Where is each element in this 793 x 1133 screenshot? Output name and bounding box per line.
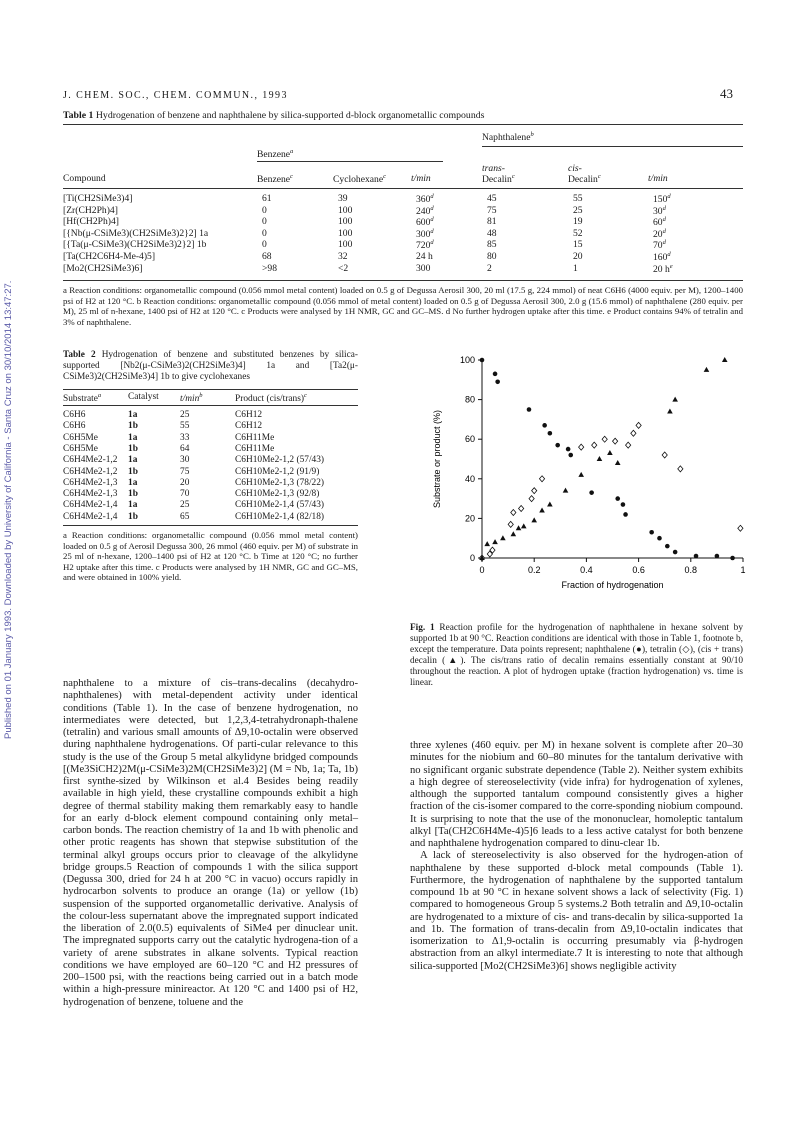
naphthalene-point (615, 496, 620, 501)
table1-value-cell: 240$^d$ (416, 204, 434, 217)
table2-substrate-cell: C6H6 (63, 410, 86, 420)
x-tick-label: 1 (740, 565, 746, 575)
table1-value-cell: 150$^d$ (653, 193, 671, 206)
table1-compound-cell: [Ta(CH2C6H4-Me-4)5] (63, 251, 156, 262)
naphthalene-point (673, 550, 678, 555)
table1-value-cell: 85 (487, 239, 497, 251)
table1-value-cell: 100 (338, 227, 353, 239)
decalin-point (563, 488, 569, 493)
table1-value-cell: 55 (573, 193, 583, 204)
table1-naphthalene-rule (482, 146, 743, 147)
table1-footnote: a Reaction conditions: organometallic compound (0.056 mmol metal content) loaded on 0.5 g of Degussa Aerosil 300, 20 ml (17.5 g, 224 mmol) of neat C6H6 (4000 equiv. per M), 1200–1400 psi of H2 at 120 °C. b Reaction conditions: organometallic compound (0.056 mmol of metal content) loaded on 0.5 g of Degussa Aerosil 300, 2.0 g (15.6 mmol) of naphthalene (280 equiv. per M), 25 ml of n-hexane, 1400 psi of H2 at 120 °C. c Products were analysed by 1H NMR, GC and GC–MS. d No further hydrogen uptake after this time. e Product contains 94% of tetralin and 3% of naphthalene. (63, 285, 743, 327)
table1-compound-cell: [Zr(CH2Ph)4] (63, 204, 118, 216)
x-axis-title: Fraction of hydrogenation (561, 580, 664, 590)
y-tick-label: 0 (469, 553, 475, 563)
table2-footnote: a Reaction conditions: organometallic compound (0.056 mmol metal content) loaded on 0.5 g of Aerosil Degussa 300, 26 mmol (460 equiv. per M) of substrate in 25 ml of n-hexane, 1200–1400 psi of H2 at 120 °C. b Time at 120 °C; no further H2 uptake after this time. c Products were analysed by 1H NMR, GC and GC–MS, and were obtained in 100% yield. (63, 530, 358, 583)
table1-column-header: t/min (648, 173, 668, 184)
table2-value-cell: C6H11Me (235, 432, 275, 443)
naphthalene-point (657, 536, 662, 541)
table1-value-cell: 0 (262, 216, 267, 228)
table2-value-cell: 65 (180, 511, 190, 522)
naphthalene-point (589, 490, 594, 495)
table1-top-rule (63, 124, 743, 125)
table1-column-header: Decalin$^c$ (568, 173, 601, 186)
table2-value-cell: 30 (180, 455, 190, 466)
table2-value-cell: C6H11Me (235, 443, 275, 454)
tetralin-point (678, 466, 683, 472)
table1-value-cell: 100 (338, 204, 353, 216)
y-axis-title: Substrate or product (%) (432, 409, 442, 509)
table2-value-cell: 25 (180, 500, 190, 511)
tetralin-point (738, 525, 743, 531)
table2-value-cell: 64 (180, 443, 190, 454)
table2-substrate-cell: C6H4Me2-1,3 (63, 477, 118, 488)
decalin-point (547, 502, 553, 507)
y-tick-label: 60 (464, 434, 475, 445)
naphthalene-point (542, 423, 547, 428)
table1-value-cell: 32 (338, 251, 348, 262)
table1-value-cell: 0 (262, 239, 267, 251)
naphthalene-point (480, 358, 485, 363)
table1-bottom-rule (63, 280, 743, 281)
body-left-column (63, 678, 358, 1009)
table1-group-naphthalene: Naphthalene$^b$ (482, 131, 534, 144)
table2-column-header: Substrate$^a$ (63, 392, 102, 405)
tetralin-point (529, 496, 534, 502)
table1-value-cell: 25 (573, 204, 583, 216)
naphthalene-point (649, 530, 654, 535)
x-tick-label: 0.2 (527, 565, 541, 575)
table1-value-cell: 720$^d$ (416, 239, 434, 252)
naphthalene-point (715, 554, 720, 559)
decalin-point (484, 541, 490, 546)
table2-substrate-cell: C6H4Me2-1,4 (63, 500, 118, 511)
table1-value-cell: 20 $h^e$ (653, 262, 673, 275)
tetralin-point (532, 488, 537, 494)
table1-value-cell: 61 (262, 193, 272, 204)
table1-value-cell: 19 (573, 216, 583, 228)
table1-value-cell: >98 (262, 262, 278, 274)
naphthalene-point (623, 512, 628, 517)
table1-caption (63, 110, 484, 121)
table2-value-cell: 1b (128, 421, 138, 432)
table1-benzene-rule (257, 161, 443, 162)
table1-column-header: Cyclohexane$^c$ (333, 173, 386, 186)
naphthalene-point (548, 431, 553, 436)
figure1-caption-text: Reaction profile for the hydrogenation of naphthalene in hexane solvent by supported 1b at 90 °C. Reaction conditions are identical with those in Table 1, footnote b, except the temperature. Data points represent; naphthalene (●), tetralin (◇), (cis + trans) decalin (▲). The cis/trans ratio of decalin remains essentially constant at 90/10 throughout the reaction. A plot of hydrogen uptake (fraction hydrogenation) vs. time is linear. (410, 623, 743, 688)
table1-value-cell: 70$^d$ (653, 239, 666, 252)
table1-value-cell: 0 (262, 204, 267, 216)
table2-value-cell: 1b (128, 511, 138, 522)
table2-substrate-cell: C6H4Me2-1,3 (63, 489, 118, 500)
table1-value-cell: 100 (338, 216, 353, 228)
table1-compound-cell: [Ti(CH2SiMe3)4] (63, 193, 133, 204)
decalin-point (511, 531, 517, 536)
table1-column-header: t/min (411, 173, 431, 184)
decalin-point (516, 525, 522, 530)
y-tick-label: 20 (464, 513, 475, 524)
naphthalene-point (495, 379, 500, 384)
table2-value-cell: C6H12 (235, 410, 263, 420)
table2-value-cell: C6H10Me2-1,3 (92/8) (235, 489, 320, 500)
tetralin-point (602, 436, 607, 442)
naphthalene-point (694, 554, 699, 559)
x-tick-label: 0 (479, 565, 485, 575)
naphthalene-point (566, 447, 571, 452)
table1-column-header: Compound (63, 173, 106, 184)
decalin-point (597, 456, 603, 461)
body-right-paragraph-1: three xylenes (460 equiv. per M) in hexane solvent is complete after 20–30 minutes for the niobium and 60–80 minutes for the tantalum derivative with no significant organic substrate dependence (Table 2). Neither system exhibits a high degree of stereoselectivity (vide infra) for hydrogenation of xylenes, although the supported tantalum compound consistently gives a higher fraction of the cis-isomer compared to the corre-sponding niobium compound. It is surprising to note that the use of the mononuclear, homoleptic tantalum alkyl [Ta(CH2C6H4Me-4)5]6 leads to a less active catalyst for both benzene and naphthalene hydrogenation compared to dinu-clear 1b. (410, 740, 743, 849)
tetralin-point (539, 476, 544, 482)
naphthalene-point (621, 502, 626, 507)
table1-value-cell: 1 (573, 262, 578, 274)
table2-header-rule (63, 405, 358, 406)
table1-value-cell: 60$^d$ (653, 216, 666, 229)
tetralin-point (579, 444, 584, 450)
table1-value-cell: 48 (487, 227, 497, 239)
table2-column-header: Catalyst (128, 392, 159, 402)
tetralin-point (592, 442, 597, 448)
table1-value-cell: 81 (487, 216, 497, 228)
table2-value-cell: 75 (180, 466, 190, 477)
table2-value-cell: 1b (128, 489, 138, 500)
table2-value-cell: C6H10Me2-1,2 (91/9) (235, 466, 320, 477)
table2-value-cell: C6H12 (235, 421, 263, 432)
decalin-point (521, 523, 527, 528)
table2-value-cell: C6H10Me2-1,4 (57/43) (235, 500, 325, 511)
figure1-caption-label: Fig. 1 (410, 623, 435, 633)
table2-value-cell: 1b (128, 466, 138, 477)
table1-sub-trans: trans- (482, 163, 505, 174)
tetralin-point (613, 438, 618, 444)
tetralin-point (631, 430, 636, 436)
table1-value-cell: 0 (262, 227, 267, 239)
table1-value-cell: 80 (487, 251, 497, 262)
table1-value-cell: 100 (338, 239, 353, 251)
table1-caption-text: Hydrogenation of benzene and naphthalene by silica-supported d-block organometallic compounds (95, 110, 485, 121)
naphthalene-point (493, 372, 498, 377)
table1-sub-cis: cis- (568, 163, 582, 174)
table2-value-cell: 1a (128, 477, 138, 488)
table1-compound-cell: [{Nb(μ-CSiMe3)(CH2SiMe3)2}2] 1a (63, 227, 209, 239)
table1-value-cell: 300$^d$ (416, 227, 434, 240)
table1-value-cell: 24 h (416, 251, 433, 262)
decalin-point (492, 539, 498, 544)
table2-value-cell: C6H10Me2-1,4 (82/18) (235, 511, 325, 522)
table1-value-cell: 2 (487, 262, 492, 274)
table2-value-cell: 25 (180, 410, 190, 420)
table1-value-cell: 20$^d$ (653, 227, 666, 240)
figure1-caption (410, 623, 743, 689)
table2-caption (63, 350, 358, 383)
decalin-point (500, 535, 506, 540)
tetralin-point (636, 422, 641, 428)
tetralin-point (511, 509, 516, 515)
page-number: 43 (720, 86, 733, 101)
table1-value-cell: 20 (573, 251, 583, 262)
table2-value-cell: 33 (180, 432, 190, 443)
naphthalene-point (665, 544, 670, 549)
table1-value-cell: 600$^d$ (416, 216, 434, 229)
table1-value-cell: 45 (487, 193, 497, 204)
table2-column-header: $t/\min^b$ (180, 392, 203, 405)
table1-value-cell: 360$^d$ (416, 193, 434, 206)
table2-substrate-cell: C6H4Me2-1,2 (63, 466, 118, 477)
table1-value-cell: 52 (573, 227, 583, 239)
tetralin-point (662, 452, 667, 458)
table2-value-cell: C6H10Me2-1,2 (57/43) (235, 455, 325, 466)
table2-value-cell: 1a (128, 455, 138, 466)
decalin-point (672, 397, 678, 402)
x-tick-label: 0.6 (632, 565, 645, 575)
table2-substrate-cell: C6H4Me2-1,2 (63, 455, 118, 466)
table1-compound-cell: [{Ta(μ-CSiMe3)(CH2SiMe3)2}2] 1b (63, 239, 207, 251)
table1-value-cell: 30$^d$ (653, 204, 666, 217)
table2-bottom-rule (63, 525, 358, 526)
decalin-point (607, 450, 613, 455)
table1-group-benzene: Benzene$^a$ (257, 148, 294, 161)
table2-substrate-cell: C6H5Me (63, 432, 98, 443)
naphthalene-point (527, 407, 532, 412)
table1-value-cell: <2 (338, 262, 349, 274)
decalin-point (531, 517, 537, 522)
table2-value-cell: 20 (180, 477, 190, 488)
table1-value-cell: 39 (338, 193, 348, 204)
table2-value-cell: 1a (128, 410, 138, 420)
table1-value-cell: 15 (573, 239, 583, 251)
table2-caption-text: Hydrogenation of benzene and substituted benzenes by silica-supported [Nb2(μ-CSiMe3)2(CH2SiMe3)4] 1a and [Ta2(μ-CSiMe3)2(CH2SiMe3)4] 1b to give cyclohexanes (63, 350, 358, 382)
running-head: J. CHEM. SOC., CHEM. COMMUN., 1993 (63, 90, 288, 101)
table1-value-cell: 160$^d$ (653, 251, 671, 264)
decalin-point (704, 367, 710, 372)
naphthalene-point (730, 556, 735, 561)
y-tick-label: 40 (464, 473, 475, 484)
naphthalene-point (568, 453, 573, 458)
figure1-chart (410, 350, 750, 620)
table2-value-cell: 70 (180, 489, 190, 500)
tetralin-point (626, 442, 631, 448)
decalin-point (578, 472, 584, 477)
table1-header-rule (63, 188, 743, 189)
table1-compound-cell: [Hf(CH2Ph)4] (63, 216, 119, 228)
tetralin-point (519, 506, 524, 512)
tetralin-point (508, 521, 513, 527)
table1-compound-cell: [Mo2(CH2SiMe3)6] (63, 262, 143, 274)
x-tick-label: 0.8 (684, 565, 698, 575)
table1-value-cell: 68 (262, 251, 272, 262)
body-left-paragraph: naphthalene to a mixture of cis–trans-decalins (decahydro-naphthalenes) with metal-dependent activity under identical conditions (Table 1). In the case of benzene hydrogenation, no intermediates were detected, but 1,2,3,4-tetrahydronaph-thalene (tetralin) and various small amounts of Δ9,10-octalin were observed during naphthalene hydrogenations. Of parti-cular relevance to this study is the use of the Group 5 metal alkylidyne bridged compounds [(Me3SiCH2)2M(μ-CSiMe3)2M(CH2SiMe3)2] (M = Nb, 1a; Ta, 1b) first synthe-sized by Wilkinson et al.4 Besides being readily available in high yield, these crystalline compounds exhibit a high degree of thermal stability making them remarkably easy to handle for an early d-block element compound containing only metal–carbon bonds. The reaction chemistry of 1a and 1b with phenolic and other protic reagents has shown that stepwise substitution of the terminal alkyl groups occurs prior to cleavage of the alkylidyne bridge groups.5 Reaction of compounds 1 with the silica support (Degussa 300, dried for 24 h at 200 °C in vacuo) occurs rapidly in hydrocarbon solvents to produce an orange (1a) or yellow (1b) suspension of the supported organometallic derivative. Analysis of the colour-less supernatant above the impregnated support indicated the liberation of 2.0(0.5) equivalents of SiMe4 per dinuclear unit. The impregnated supports carry out the catalytic hydrogena-tion of a variety of arene substrates in alkane solvents. Typical reaction conditions we have employed are 60–120 °C and H2 pressures of 200–1500 psi, with the reactions being carried out in a batch mode within a high-pressure minireactor. At 120 °C and 1400 psi of H2, hydrogenation of benzene, toluene and the (63, 678, 358, 1008)
decalin-point (667, 408, 673, 413)
table2-value-cell: 55 (180, 421, 190, 432)
table2-substrate-cell: C6H4Me2-1,4 (63, 511, 118, 522)
table2-value-cell: 1a (128, 500, 138, 511)
table1-value-cell: 75 (487, 204, 497, 216)
body-right-column (410, 740, 743, 973)
table1-caption-label: Table 1 (63, 110, 94, 121)
table2-substrate-cell: C6H6 (63, 421, 86, 432)
table1-value-cell: 300 (416, 262, 431, 274)
decalin-point (722, 357, 728, 362)
body-right-paragraph-2: A lack of stereoselectivity is also observed for the hydrogen-ation of naphthalene by these supported d-block metal compounds (Table 1). Furthermore, the hydrogenation of naphthalene by the supported tantalum compound 1b at 90 °C in hexane solvent shows a lack of selectivity (Fig. 1) compared to homogeneous Group 5 systems.2 Both tetralin and Δ9,10-octalin are hydrogenated to a mixture of cis- and trans-decalin by silica-supported 1a and 1b. The formation of trans-decalin from Δ9,10-octalin indicates that isomerization to Δ1,9-octalin is occurring presumably via β-hydrogen abstraction from an alkyl intermediate.7 It is interesting to note that although silica-supported [Mo2(CH2SiMe3)6] shows negligible activity (410, 850, 743, 972)
decalin-point (615, 460, 621, 465)
naphthalene-point (555, 443, 560, 448)
table2-top-rule (63, 389, 358, 390)
table2-caption-label: Table 2 (63, 350, 96, 360)
table2-value-cell: 1b (128, 443, 138, 454)
table2-column-header: Product (cis/trans)$^c$ (235, 392, 307, 405)
table1-column-header: Decalin$^c$ (482, 173, 515, 186)
x-tick-label: 0.4 (580, 565, 593, 575)
download-watermark: Published on 01 January 1993. Downloaded by University of California - Santa Cruz on 30/10/2014 13:47:27. (3, 280, 14, 740)
table2-value-cell: 1a (128, 432, 138, 443)
table2-value-cell: C6H10Me2-1,3 (78/22) (235, 477, 325, 488)
table1-column-header: Benzene$^c$ (257, 173, 293, 186)
table2-substrate-cell: C6H5Me (63, 443, 98, 454)
y-tick-label: 100 (459, 355, 475, 365)
y-tick-label: 80 (464, 394, 475, 405)
decalin-point (539, 507, 545, 512)
